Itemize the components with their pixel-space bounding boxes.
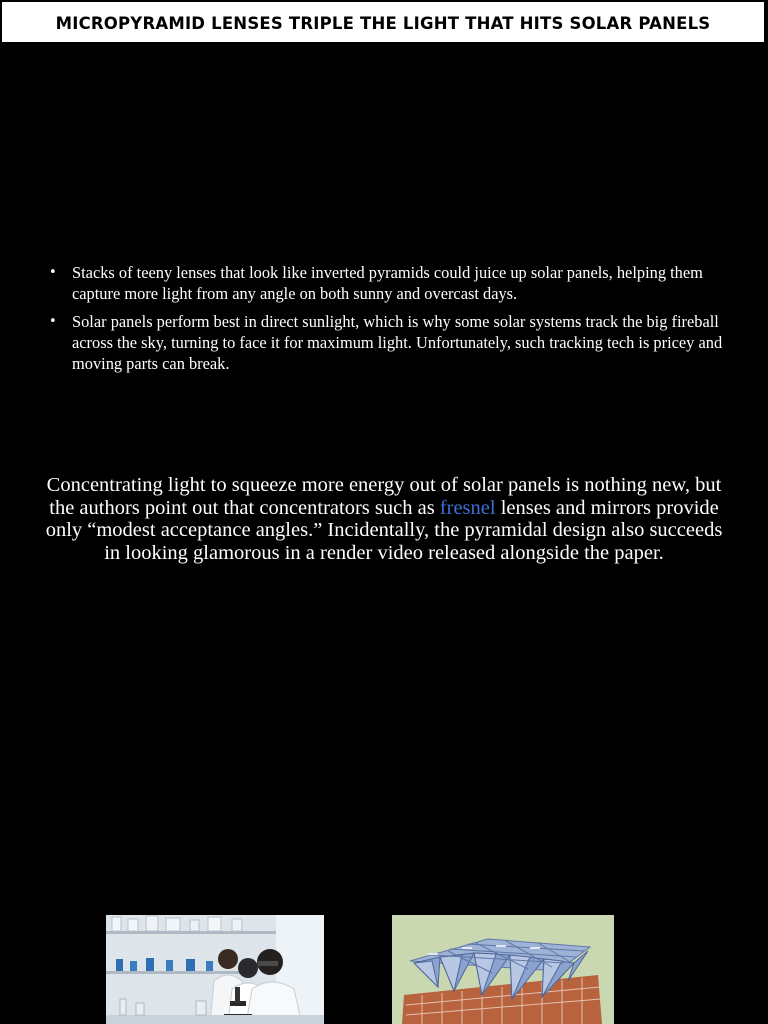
bullet-icon: •: [49, 265, 57, 280]
page-title: MICROPYRAMID LENSES TRIPLE THE LIGHT THAT HITS SOLAR PANELS: [55, 14, 711, 33]
paragraph-text-before: Concentrating light to squeeze more energy out of solar panels is nothing new, but the authors point out that concentrators such as: [46, 474, 722, 519]
bullet-item: [49, 311, 729, 374]
bullet-text: Stacks of teeny lenses that look like inverted pyramids could juice up solar panels, helping them capture more light from any angle on both sunny and overcast days.: [72, 263, 703, 303]
bullet-text: Solar panels perform best in direct sunlight, which is why some solar systems track the big fireball across the sky, turning to face it for maximum light. Unfortunately, such tracking tech is pricey and moving parts can break.: [72, 312, 723, 373]
body-paragraph: [40, 474, 728, 564]
paragraph-text-after: lenses and mirrors provide only “modest acceptance angles.” Incidentally, the pyramidal design also succeeds in looking glamorous in a render video released alongside the paper.: [45, 496, 723, 564]
bullet-icon: •: [49, 314, 57, 329]
lab-scene-illustration: [106, 915, 324, 1024]
micropyramid-render: [392, 915, 614, 1024]
title-bar: [2, 2, 764, 42]
fresnel-link[interactable]: fresnel: [439, 496, 496, 519]
pyramid-lens-illustration: [392, 915, 614, 1024]
bullet-list: [49, 262, 729, 381]
lab-photo: [106, 915, 324, 1024]
bullet-item: [49, 262, 729, 304]
